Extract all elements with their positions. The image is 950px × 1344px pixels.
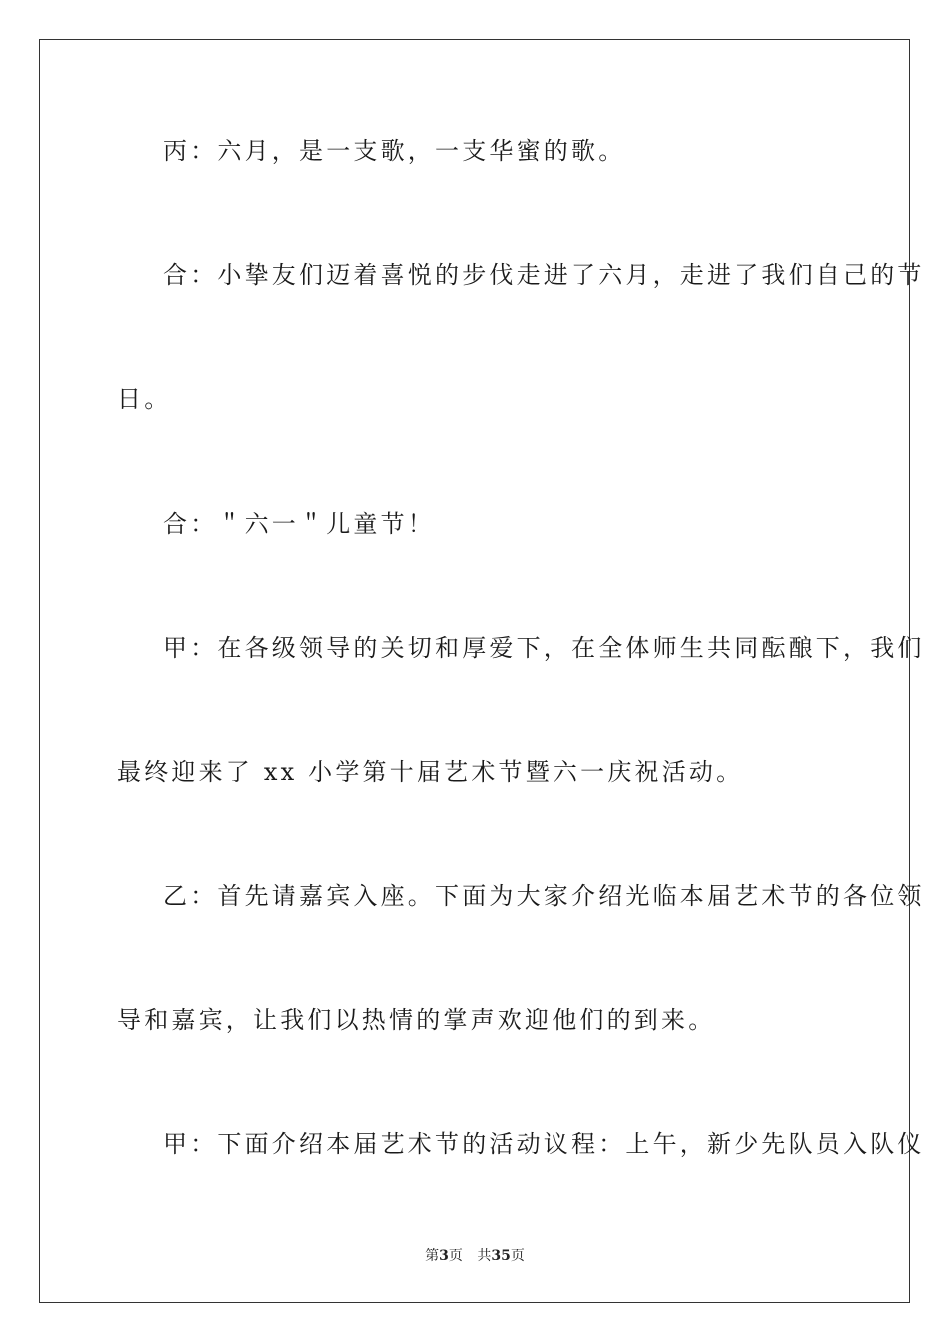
paragraph-line-9: 甲：下面介绍本届艺术节的活动议程：上午，新少先队员入队仪 (163, 1130, 925, 1158)
page-footer (0, 1247, 950, 1265)
total-prefix: 共 (477, 1248, 492, 1264)
page-suffix: 页 (448, 1248, 463, 1264)
page-number: 3 (439, 1248, 449, 1264)
paragraph-line-3: 日。 (117, 385, 172, 413)
page-frame (39, 39, 925, 1303)
paragraph-line-6: 最终迎来了 xx 小学第十届艺术节暨六一庆祝活动。 (117, 758, 744, 786)
paragraph-line-4: 合：＂六一＂儿童节！ (163, 510, 435, 538)
total-suffix: 页 (510, 1248, 525, 1264)
paragraph-line-5: 甲：在各级领导的关切和厚爱下，在全体师生共同酝酿下，我们 (163, 634, 925, 662)
total-pages-indicator (477, 1248, 524, 1264)
page-prefix: 第 (425, 1248, 440, 1264)
current-page-indicator (425, 1248, 463, 1264)
paragraph-line-1: 丙：六月，是一支歌，一支华蜜的歌。 (163, 137, 626, 165)
paragraph-line-8: 导和嘉宾，让我们以热情的掌声欢迎他们的到来。 (117, 1006, 716, 1034)
paragraph-line-7: 乙：首先请嘉宾入座。下面为大家介绍光临本届艺术节的各位领 (163, 882, 925, 910)
total-number: 35 (491, 1248, 511, 1264)
paragraph-line-2: 合：小挚友们迈着喜悦的步伐走进了六月，走进了我们自己的节 (163, 261, 925, 289)
